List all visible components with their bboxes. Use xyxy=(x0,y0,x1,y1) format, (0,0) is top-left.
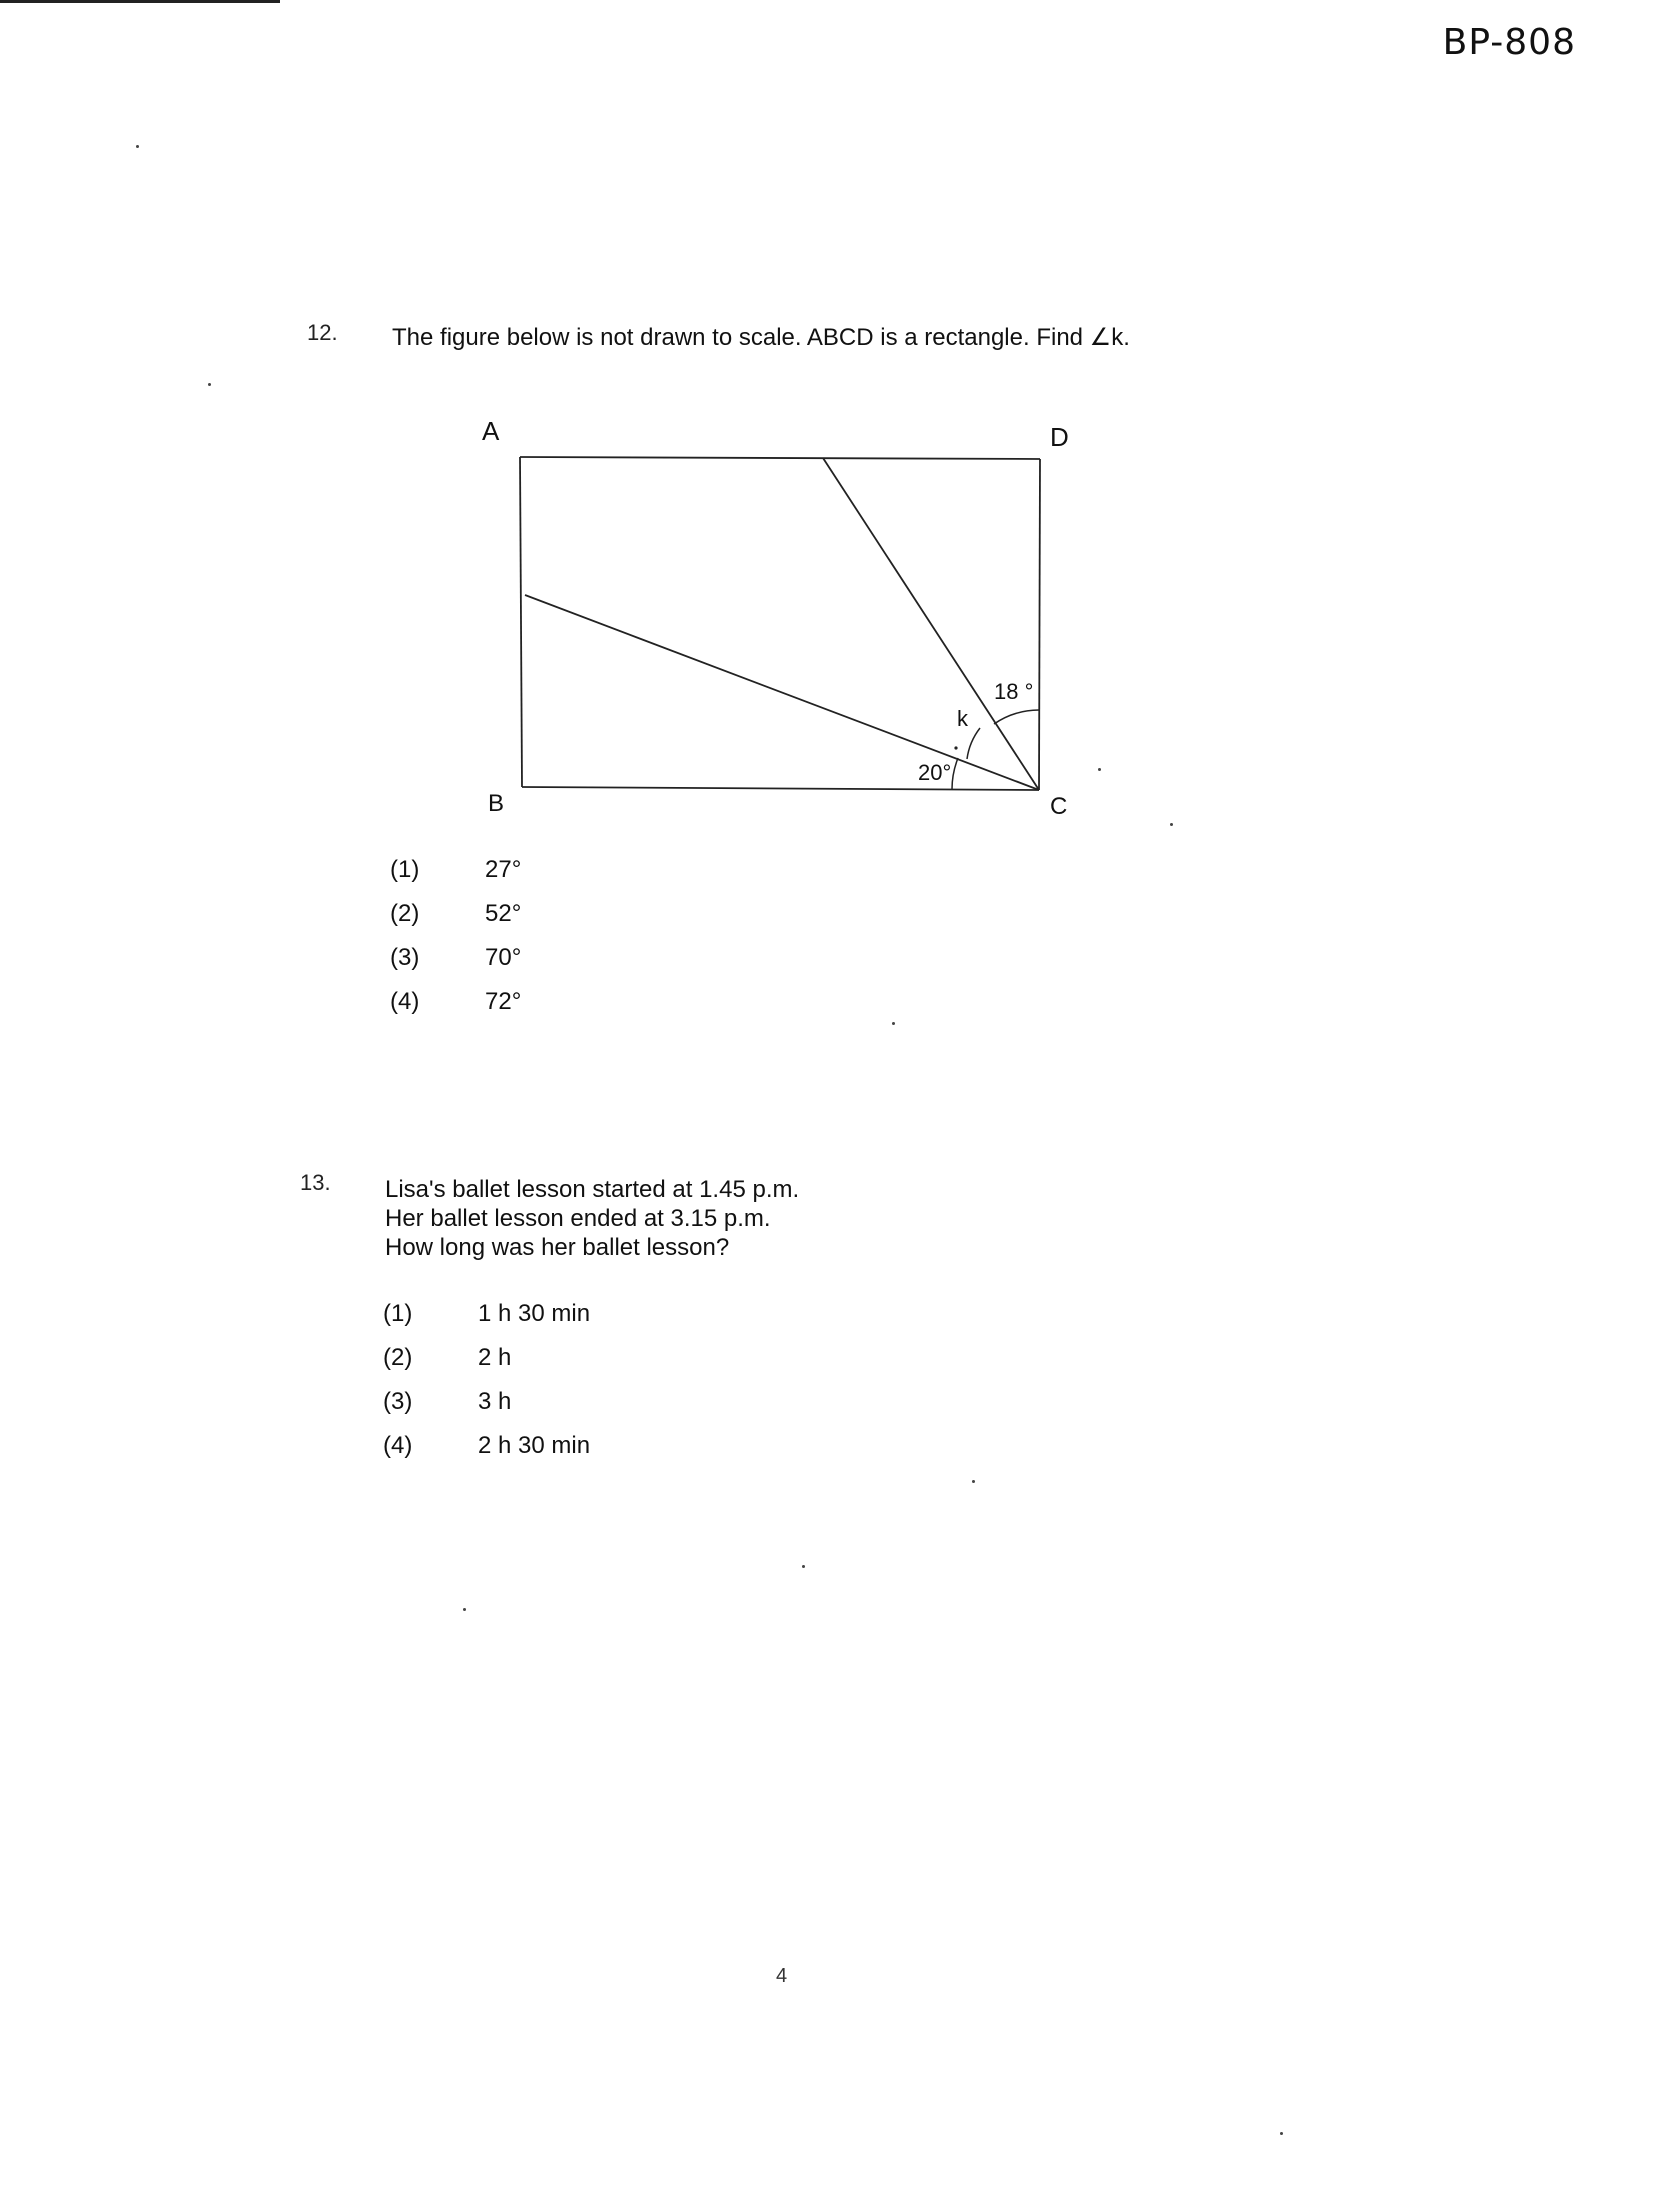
option-value: 3 h xyxy=(478,1388,512,1415)
option-value: 72° xyxy=(485,988,522,1015)
question-13-line: Lisa's ballet lesson started at 1.45 p.m. xyxy=(385,1176,800,1203)
line-from-ab-to-c xyxy=(525,595,1039,790)
angle-arc-18 xyxy=(994,710,1039,724)
question-13-line: How long was her ballet lesson? xyxy=(385,1234,730,1261)
option-number: (4) xyxy=(383,1432,413,1459)
option-number: (2) xyxy=(383,1344,413,1371)
option-value: 1 h 30 min xyxy=(478,1300,591,1327)
vertex-a: A xyxy=(482,416,500,446)
option-value: 70° xyxy=(485,944,522,971)
scan-speck xyxy=(972,1480,975,1483)
option-number: (2) xyxy=(390,900,420,927)
angle-label-18: 18 ° xyxy=(994,679,1034,704)
arc-tick xyxy=(954,746,957,749)
angle-arc-20 xyxy=(952,758,958,789)
rectangle-figure xyxy=(470,410,1110,840)
edge-dc xyxy=(1039,459,1040,790)
edge-ab xyxy=(520,457,522,787)
line-from-ad-to-c xyxy=(823,458,1039,790)
question-13-text xyxy=(385,1175,799,1262)
scan-speck xyxy=(463,1608,466,1611)
page-number: 4 xyxy=(776,1965,788,1987)
option-number: (3) xyxy=(390,944,420,971)
scan-speck xyxy=(892,1022,895,1025)
option-number: (4) xyxy=(390,988,420,1015)
option-value: 52° xyxy=(485,900,522,927)
angle-label-20: 20° xyxy=(918,760,952,785)
question-13-line: Her ballet lesson ended at 3.15 p.m. xyxy=(385,1205,771,1232)
edge-bc xyxy=(522,787,1039,790)
vertex-b: B xyxy=(488,790,505,817)
question-13-options xyxy=(383,1292,590,1468)
option-row xyxy=(390,892,521,936)
scan-speck xyxy=(802,1565,805,1568)
scan-speck xyxy=(1098,768,1101,771)
question-12-number: 12. xyxy=(307,320,338,345)
question-12-text: The figure below is not drawn to scale. ABCD is a rectangle. Find ∠k. xyxy=(392,324,1130,351)
option-number: (1) xyxy=(383,1300,413,1327)
angle-arc-k xyxy=(967,728,980,759)
option-value: 2 h xyxy=(478,1344,512,1371)
question-13-number: 13. xyxy=(300,1170,331,1195)
option-row xyxy=(390,936,521,980)
angle-label-k: k xyxy=(957,706,968,731)
option-row xyxy=(390,848,521,892)
vertex-d: D xyxy=(1050,422,1069,452)
vertex-c: C xyxy=(1050,793,1068,820)
scan-speck xyxy=(1280,2132,1283,2135)
option-row xyxy=(383,1336,590,1380)
option-row xyxy=(390,980,521,1024)
document-code: BP-808 xyxy=(1442,22,1576,63)
option-row xyxy=(383,1292,590,1336)
option-number: (3) xyxy=(383,1388,413,1415)
option-value: 27° xyxy=(485,856,522,883)
edge-ad xyxy=(520,457,1040,459)
option-row xyxy=(383,1380,590,1424)
option-value: 2 h 30 min xyxy=(478,1432,591,1459)
question-12-options xyxy=(390,848,521,1024)
scan-speck xyxy=(208,383,211,386)
scan-speck xyxy=(1170,823,1173,826)
top-rule xyxy=(0,0,280,3)
scan-speck xyxy=(136,145,139,148)
option-number: (1) xyxy=(390,856,420,883)
option-row xyxy=(383,1424,590,1468)
